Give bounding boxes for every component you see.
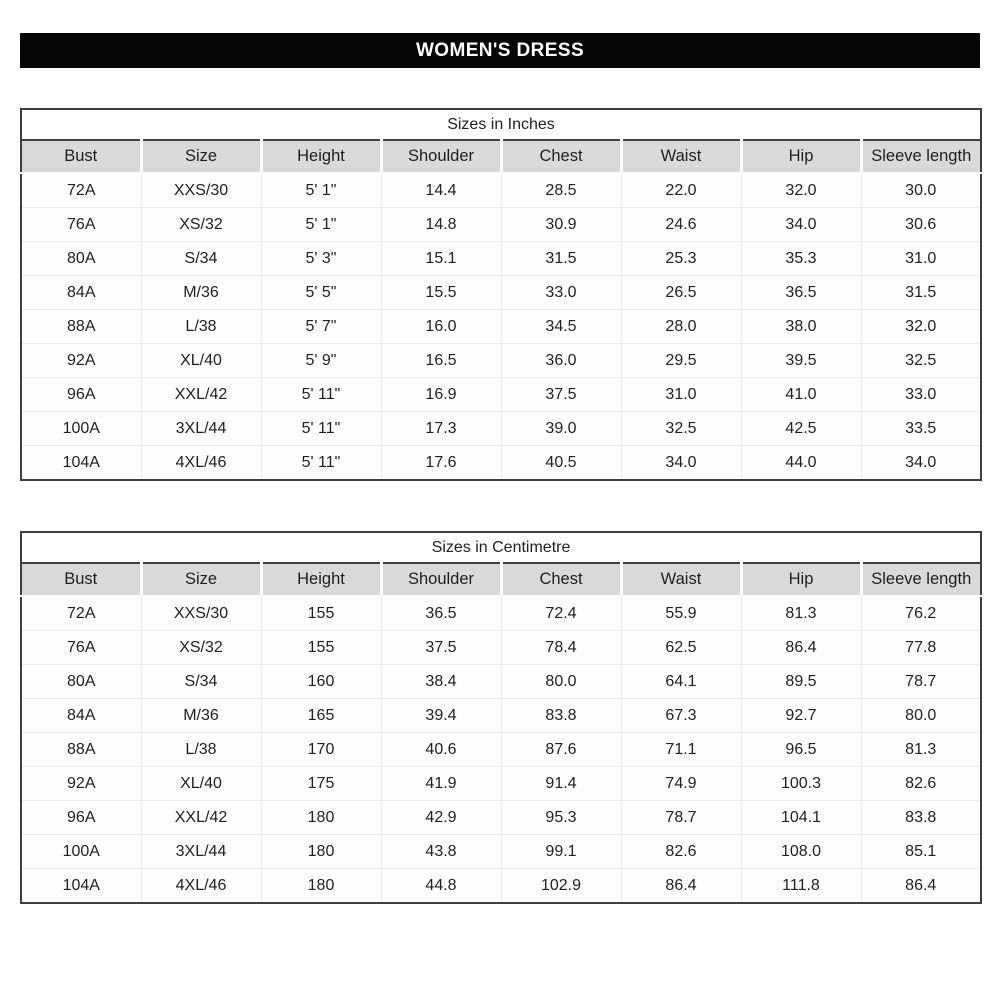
table-cell: 84A — [21, 699, 141, 733]
table-row — [21, 242, 981, 276]
table-cell: 78.4 — [501, 631, 621, 665]
table-cell: 88A — [21, 310, 141, 344]
table-cell: 85.1 — [861, 835, 981, 869]
table-cell: M/36 — [141, 699, 261, 733]
table-cell: 33.0 — [861, 378, 981, 412]
table-cell: 72A — [21, 596, 141, 631]
column-header-hip: Hip — [741, 563, 861, 596]
table-cell: 5' 5" — [261, 276, 381, 310]
table-cell: 55.9 — [621, 596, 741, 631]
table-cell: 165 — [261, 699, 381, 733]
column-header-waist: Waist — [621, 563, 741, 596]
column-header-size: Size — [141, 563, 261, 596]
table-cell: 80.0 — [501, 665, 621, 699]
table-cell: 32.5 — [861, 344, 981, 378]
table-body — [21, 173, 981, 480]
table-cell: 34.0 — [861, 446, 981, 481]
table-cell: 38.0 — [741, 310, 861, 344]
table-cell: 24.6 — [621, 208, 741, 242]
table-cell: 155 — [261, 596, 381, 631]
table-cell: 4XL/46 — [141, 869, 261, 904]
column-header-chest: Chest — [501, 563, 621, 596]
inches-table-section — [20, 108, 982, 481]
table-cell: 86.4 — [861, 869, 981, 904]
table-cell: 28.5 — [501, 173, 621, 208]
table-cell: 67.3 — [621, 699, 741, 733]
table-row — [21, 310, 981, 344]
table-cell: 99.1 — [501, 835, 621, 869]
table-row — [21, 344, 981, 378]
page-title: WOMEN'S DRESS — [415, 39, 585, 61]
table-row — [21, 208, 981, 242]
table-cell: 104.1 — [741, 801, 861, 835]
table-cell: 71.1 — [621, 733, 741, 767]
table-row — [21, 276, 981, 310]
table-cell: 86.4 — [621, 869, 741, 904]
table-cell: 31.5 — [501, 242, 621, 276]
table-title: Sizes in Centimetre — [21, 532, 981, 563]
table-cell: XS/32 — [141, 631, 261, 665]
table-cell: 5' 11" — [261, 446, 381, 481]
table-cell: 17.3 — [381, 412, 501, 446]
table-cell: 180 — [261, 869, 381, 904]
table-cell: 155 — [261, 631, 381, 665]
table-cell: 17.6 — [381, 446, 501, 481]
table-cell: M/36 — [141, 276, 261, 310]
column-header-height: Height — [261, 563, 381, 596]
table-cell: 37.5 — [501, 378, 621, 412]
table-cell: 42.9 — [381, 801, 501, 835]
table-cell: 15.5 — [381, 276, 501, 310]
centimetre-table-section — [20, 531, 982, 904]
table-cell: 44.8 — [381, 869, 501, 904]
table-cell: 100A — [21, 412, 141, 446]
table-cell: 29.5 — [621, 344, 741, 378]
table-cell: 26.5 — [621, 276, 741, 310]
table-row — [21, 412, 981, 446]
table-cell: XXL/42 — [141, 801, 261, 835]
table-cell: 102.9 — [501, 869, 621, 904]
table-cell: 15.1 — [381, 242, 501, 276]
table-row — [21, 733, 981, 767]
table-cell: 33.5 — [861, 412, 981, 446]
table-cell: 170 — [261, 733, 381, 767]
table-cell: 31.0 — [861, 242, 981, 276]
table-cell: 96A — [21, 801, 141, 835]
table-cell: 83.8 — [501, 699, 621, 733]
table-body — [21, 596, 981, 903]
table-cell: 34.5 — [501, 310, 621, 344]
table-cell: 72A — [21, 173, 141, 208]
table-cell: 37.5 — [381, 631, 501, 665]
table-cell: 5' 7" — [261, 310, 381, 344]
table-cell: 35.3 — [741, 242, 861, 276]
table-cell: 92A — [21, 767, 141, 801]
table-cell: 92A — [21, 344, 141, 378]
table-cell: 86.4 — [741, 631, 861, 665]
table-cell: 108.0 — [741, 835, 861, 869]
column-header-height: Height — [261, 140, 381, 173]
table-cell: 39.5 — [741, 344, 861, 378]
table-cell: 81.3 — [741, 596, 861, 631]
table-cell: L/38 — [141, 310, 261, 344]
table-cell: 77.8 — [861, 631, 981, 665]
table-cell: 32.5 — [621, 412, 741, 446]
table-cell: 80A — [21, 242, 141, 276]
table-cell: 25.3 — [621, 242, 741, 276]
column-header-chest: Chest — [501, 140, 621, 173]
table-cell: 16.0 — [381, 310, 501, 344]
inches-table — [20, 108, 982, 481]
table-cell: 30.0 — [861, 173, 981, 208]
title-banner — [20, 33, 980, 68]
column-header-sleeve-length: Sleeve length — [861, 140, 981, 173]
table-cell: 39.0 — [501, 412, 621, 446]
table-row — [21, 801, 981, 835]
table-cell: 34.0 — [621, 446, 741, 481]
table-cell: 82.6 — [861, 767, 981, 801]
table-cell: 5' 1" — [261, 208, 381, 242]
table-cell: XXL/42 — [141, 378, 261, 412]
table-cell: XL/40 — [141, 767, 261, 801]
table-cell: 74.9 — [621, 767, 741, 801]
table-cell: XL/40 — [141, 344, 261, 378]
column-header-waist: Waist — [621, 140, 741, 173]
table-cell: 38.4 — [381, 665, 501, 699]
table-cell: 36.0 — [501, 344, 621, 378]
column-header-hip: Hip — [741, 140, 861, 173]
table-cell: 36.5 — [381, 596, 501, 631]
column-header-sleeve-length: Sleeve length — [861, 563, 981, 596]
table-row — [21, 378, 981, 412]
table-title-row — [21, 532, 981, 563]
table-cell: 3XL/44 — [141, 835, 261, 869]
table-cell: 76A — [21, 631, 141, 665]
column-header-size: Size — [141, 140, 261, 173]
table-cell: 83.8 — [861, 801, 981, 835]
table-cell: 44.0 — [741, 446, 861, 481]
table-cell: 104A — [21, 446, 141, 481]
column-header-bust: Bust — [21, 563, 141, 596]
table-cell: 5' 9" — [261, 344, 381, 378]
table-cell: 4XL/46 — [141, 446, 261, 481]
table-cell: 92.7 — [741, 699, 861, 733]
table-cell: 31.5 — [861, 276, 981, 310]
table-cell: 16.5 — [381, 344, 501, 378]
table-row — [21, 767, 981, 801]
table-cell: 33.0 — [501, 276, 621, 310]
table-cell: 34.0 — [741, 208, 861, 242]
table-cell: 80A — [21, 665, 141, 699]
table-cell: 72.4 — [501, 596, 621, 631]
table-cell: 5' 1" — [261, 173, 381, 208]
table-cell: 42.5 — [741, 412, 861, 446]
table-cell: 160 — [261, 665, 381, 699]
table-cell: 14.4 — [381, 173, 501, 208]
table-cell: 96A — [21, 378, 141, 412]
table-cell: 40.5 — [501, 446, 621, 481]
table-cell: 88A — [21, 733, 141, 767]
table-cell: 76A — [21, 208, 141, 242]
column-header-shoulder: Shoulder — [381, 563, 501, 596]
table-cell: L/38 — [141, 733, 261, 767]
table-cell: 96.5 — [741, 733, 861, 767]
table-cell: 40.6 — [381, 733, 501, 767]
table-cell: 87.6 — [501, 733, 621, 767]
table-cell: 76.2 — [861, 596, 981, 631]
table-cell: 95.3 — [501, 801, 621, 835]
table-cell: 3XL/44 — [141, 412, 261, 446]
table-cell: 41.0 — [741, 378, 861, 412]
table-title-row — [21, 109, 981, 140]
table-title: Sizes in Inches — [21, 109, 981, 140]
table-cell: XS/32 — [141, 208, 261, 242]
table-cell: 180 — [261, 835, 381, 869]
table-cell: XXS/30 — [141, 596, 261, 631]
table-header-row — [21, 140, 981, 173]
centimetre-table — [20, 531, 982, 904]
table-cell: XXS/30 — [141, 173, 261, 208]
table-cell: 36.5 — [741, 276, 861, 310]
table-row — [21, 631, 981, 665]
table-cell: 5' 3" — [261, 242, 381, 276]
table-row — [21, 446, 981, 481]
table-row — [21, 835, 981, 869]
table-cell: 30.6 — [861, 208, 981, 242]
table-cell: 100.3 — [741, 767, 861, 801]
column-header-bust: Bust — [21, 140, 141, 173]
table-row — [21, 173, 981, 208]
table-cell: 175 — [261, 767, 381, 801]
table-cell: 84A — [21, 276, 141, 310]
table-cell: 82.6 — [621, 835, 741, 869]
table-cell: 31.0 — [621, 378, 741, 412]
table-cell: 104A — [21, 869, 141, 904]
table-header-row — [21, 563, 981, 596]
table-row — [21, 596, 981, 631]
table-cell: 80.0 — [861, 699, 981, 733]
table-cell: 14.8 — [381, 208, 501, 242]
table-cell: S/34 — [141, 665, 261, 699]
table-cell: 180 — [261, 801, 381, 835]
table-cell: 16.9 — [381, 378, 501, 412]
table-cell: 62.5 — [621, 631, 741, 665]
table-cell: 43.8 — [381, 835, 501, 869]
table-cell: 81.3 — [861, 733, 981, 767]
table-cell: 32.0 — [741, 173, 861, 208]
table-row — [21, 665, 981, 699]
table-cell: 22.0 — [621, 173, 741, 208]
table-cell: 89.5 — [741, 665, 861, 699]
column-header-shoulder: Shoulder — [381, 140, 501, 173]
table-cell: 111.8 — [741, 869, 861, 904]
table-cell: 91.4 — [501, 767, 621, 801]
table-row — [21, 869, 981, 904]
table-cell: 32.0 — [861, 310, 981, 344]
table-cell: 78.7 — [621, 801, 741, 835]
table-cell: 100A — [21, 835, 141, 869]
table-cell: 30.9 — [501, 208, 621, 242]
table-cell: 5' 11" — [261, 412, 381, 446]
table-cell: 5' 11" — [261, 378, 381, 412]
table-row — [21, 699, 981, 733]
table-cell: 41.9 — [381, 767, 501, 801]
table-cell: 64.1 — [621, 665, 741, 699]
table-cell: 28.0 — [621, 310, 741, 344]
table-cell: 39.4 — [381, 699, 501, 733]
table-cell: S/34 — [141, 242, 261, 276]
table-cell: 78.7 — [861, 665, 981, 699]
